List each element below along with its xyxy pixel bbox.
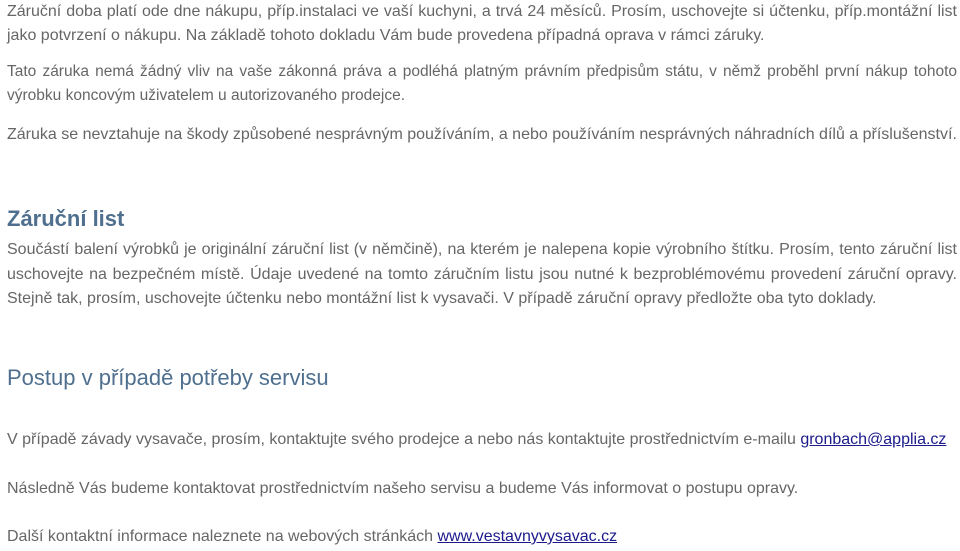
service-procedure-heading: Postup v případě potřeby servisu: [7, 365, 329, 390]
warranty-period-paragraph: Záruční doba platí ode dne nákupu, příp.instalaci ve vaší kuchyni, a trvá 24 měsíců. Prosím, uschovejte si účtenku, příp.montážní list jako potvrzení o nákupu. Na základě tohoto dokladu Vám bude provedena případná oprava v rámci záruky.: [7, 3, 957, 44]
website-link[interactable]: www.vestavnyvysavac.cz: [437, 528, 618, 545]
warranty-card-paragraph: Součástí balení výrobků je originální záruční list (v němčině), na kterém je nalepena kopie výrobního štítku. Prosím, tento záruční list uschovejte na bezpečném místě. Údaje uvedené na tomto záručním listu jsou nutné k bezproblémovému provedení záruční opravy. Stejně tak, prosím, uschovejte účtenku nebo montážní list k vysavači. V případě záruční opravy předložte oba tyto doklady.: [7, 241, 957, 307]
service-contact-text: V případě závady vysavače, prosím, kontaktujte svého prodejce a nebo nás kontaktujte prostřednictvím e-mailu: [7, 431, 796, 448]
warranty-card-heading: Záruční list: [7, 206, 125, 231]
more-info-paragraph: [7, 525, 617, 549]
service-contact-paragraph: [7, 428, 946, 452]
service-followup-paragraph: Následně Vás budeme kontaktovat prostřednictvím našeho servisu a budeme Vás informovat o postupu opravy.: [7, 480, 799, 497]
warranty-exclusions-paragraph: Záruka se nevztahuje na škody způsobené nesprávným používáním, a nebo používáním nesprávných náhradních dílů a příslušenství.: [7, 126, 957, 143]
more-info-text: Další kontaktní informace naleznete na webových stránkách: [7, 528, 434, 545]
email-link[interactable]: gronbach@applia.cz: [800, 431, 947, 448]
statutory-rights-paragraph: Tato záruka nemá žádný vliv na vaše zákonná práva a podléhá platným právním předpisům státu, v němž proběhl první nákup tohoto výrobku koncovým uživatelem u autorizovaného prodejce.: [7, 63, 957, 104]
